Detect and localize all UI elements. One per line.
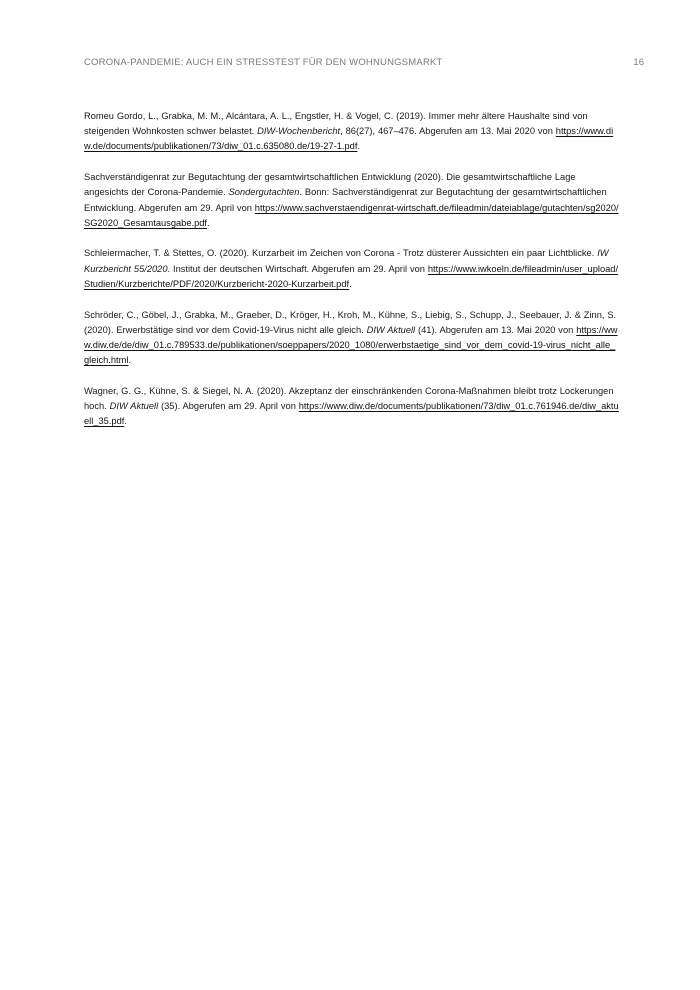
reference-entry-romeu-gordo [84,109,620,155]
reference-end: . [357,141,361,152]
reference-entry-schleiermacher [84,246,620,292]
reference-text: Schröder, C., Göbel, J., Grabka, M., Graeber, D., Kröger, H., Kroh, M., Kühne, S., Liebig, S., Schupp, J., Seebauer, J. & Zinn, S. (2020). Erwerbstätige sind vor dem Covid-19-Virus nicht alle gleich. [84,309,617,335]
reference-text: Wagner, G. G., Kühne, S. & Siegel, N. A. (2020). Akzeptanz der einschränkenden Corona-Maßnahmen bleibt trotz Lockerungen hoch. [84,385,614,412]
reference-link[interactable]: https://www.diw.de/documents/publikationen/73/diw_01.c.761946.de/diw_aktuell_35.pdf [84,401,619,427]
running-header: CORONA-PANDEMIE: AUCH EIN STRESSTEST FÜR DEN WOHNUNGSMARKT [84,57,443,68]
reference-text: Schleiermacher, T. & Stettes, O. (2020). Kurzarbeit im Zeichen von Corona - Trotz düsterer Aussichten ein paar Lichtblicke. [84,248,598,259]
reference-end: . [207,217,210,228]
reference-end: . [124,416,127,427]
reference-text: . Institut der deutschen Wirtschaft. Abgerufen am 29. April von [167,263,428,274]
reference-entry-wagner [84,384,620,430]
reference-text: Sachverständigenrat zur Begutachtung der gesamtwirtschaftlichen Entwicklung (2020). Die gesamtwirtschaftliche Lage angesichts der Corona-Pandemie. [84,172,576,198]
page-number: 16 [633,57,644,68]
reference-journal: DIW Aktuell [109,401,159,412]
reference-journal: DIW-Wochenbericht [257,126,341,137]
reference-list [84,109,620,445]
reference-entry-schroeder [84,308,620,369]
reference-link[interactable]: https://www.sachverstaendigenrat-wirtschaft.de/fileadmin/dateiablage/gutachten/sg2020/SG2020_Gesamtausgabe.pdf [84,202,619,228]
reference-link[interactable]: https://www.diw.de/documents/publikationen/73/diw_01.c.635080.de/19-27-1.pdf [84,126,614,152]
reference-end: . [128,355,132,366]
reference-text: (35). Abgerufen am 29. April von [158,401,299,412]
reference-link[interactable]: https://www.iwkoeln.de/fileadmin/user_upload/Studien/Kurzberichte/PDF/2020/Kurzbericht-2020-Kurzarbeit.pdf [84,263,619,289]
reference-journal: DIW Aktuell [366,324,416,335]
reference-journal: IW Kurzbericht 55/2020 [84,248,609,274]
reference-link[interactable]: https://www.diw.de/de/diw_01.c.789533.de/publikationen/soeppapers/2020_1080/erwerbstaetige_sind_vor_dem_covid-19-virus_nicht_alle_gleich.html [84,324,618,366]
reference-entry-sachverstaendigenrat [84,170,620,231]
reference-text: . Bonn: Sachverständigenrat zur Begutachtung der gesamtwirtschaftlichen Entwicklung. Abgerufen am 29. April von [84,187,607,213]
reference-journal: Sondergutachten [228,187,300,198]
reference-end: . [349,278,352,289]
reference-text: Romeu Gordo, L., Grabka, M. M., Alcántara, A. L., Engstler, H. & Vogel, C. (2019). Immer mehr ältere Haushalte sind von steigenden Wohnkosten schwer belastet. [84,111,588,137]
reference-text: (41). Abgerufen am 13. Mai 2020 von [415,324,577,335]
reference-text: , 86(27), 467–476. Abgerufen am 13. Mai 2020 von [340,126,556,137]
